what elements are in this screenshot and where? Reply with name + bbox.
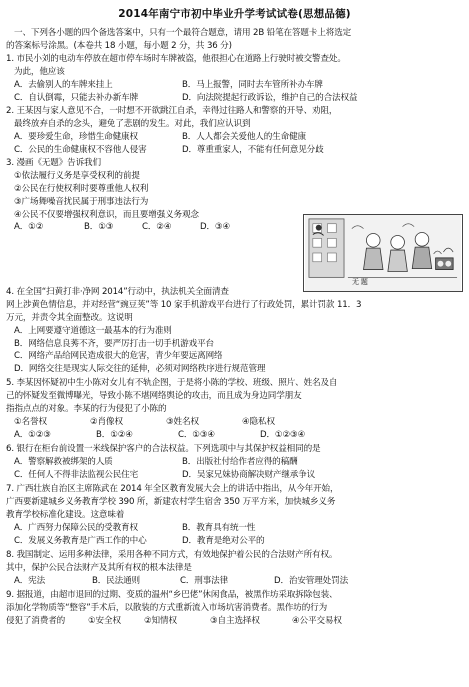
question-stem: 6. 银行在柜台前设置一米线保护客户的合法权益。下列选项中与其保护权益相同的是 [6,444,321,454]
choice-b: B．①③ [84,222,114,233]
statement-4: ④公民不仅要增强权利意识，而且要增强义务观念 [14,209,199,220]
question-stem: 最终放弃自杀的念头，避免了悲剧的发生。对此，我们应认识到 [14,118,251,129]
choice-b: B．民法通则 [92,575,140,586]
option-row [6,144,466,157]
statement-2: ②公民在行使权利时要尊重他人权利 [14,183,149,194]
question-stem: 2. 王某因与家人意见不合，一时想不开欲跳江自杀，幸得过往路人和警察的开导、劝阻， [6,106,338,116]
exam-title: 2014年南宁市初中毕业升学考试试卷(思想品德) [118,8,351,20]
statement-3: ③广场舞噪音扰民属于刑事违法行为 [14,196,149,207]
option-b: B．马上报警，同时去车管所补办车牌 [182,79,323,90]
statement-3: ③姓名权 [166,416,199,427]
question-8 [6,549,466,588]
option-row [6,79,466,92]
option-a: A．要珍爱生命，珍惜生命健康权 [14,131,138,142]
question-stem: 己的怀疑发至微博曝光，导致小陈不堪网络舆论的攻击，而且成为身边同学朋友 [6,390,302,401]
option-d: D．尊重重家人，不能有任何意见分歧 [182,144,324,155]
question-stem: 8. 我国制定、运用多种法律，采用各种不同方式，有效地保护着公民的合法财产所有权。 [6,550,338,560]
statement-2: ②知情权 [144,615,177,626]
option-d: D．向法院提起行政诉讼，维护自己的合法权益 [182,92,358,103]
statement-4: ④隐私权 [242,416,275,427]
question-7 [6,483,466,547]
option-row [6,522,466,535]
comic-illustration [303,214,463,292]
choice-c: C．刑事法律 [180,575,229,586]
option-a: A．广西努力保障公民的受教育权 [14,522,138,533]
question-5 [6,377,466,441]
option-a: A．上网要遵守道德这一最基本的行为准则 [14,325,172,336]
instruction-line: 的答案标号涂黑。(本卷共 18 小题，每小题 2 分，共 36 分) [6,40,232,51]
option-d: D．吴家兄妹协商解决财产继承争议 [182,469,316,480]
choice-a: A．①② [14,222,44,233]
option-row [6,92,466,105]
section-instructions [6,27,466,53]
question-stem: 3. 漫画《无题》告诉我们 [6,158,101,168]
question-stem: 指指点点的对象。李某的行为侵犯了小陈的 [6,403,167,414]
option-d: D．教育是绝对公平的 [182,535,265,546]
option-c: C．网络产品给网民造成很大的危害，青少年要远离网络 [14,351,223,362]
statement-1: ①依法履行义务是享受权利的前提 [14,170,140,181]
option-c: C．自认倒霉，只能去补办新车牌 [14,92,139,103]
question-4 [6,286,466,376]
statement-1: ①安全权 [88,615,121,626]
question-6 [6,443,466,482]
option-row [6,535,466,548]
question-stem: 网上涉黄色情信息，并对经营“豌豆荚”等 10 家手机游戏平台进行了行政处罚，累计罚款 11．3 [6,299,362,310]
question-stem: 侵犯了消费者的 [6,615,66,626]
choice-a: A．①②③ [14,429,51,440]
choice-d: D．治安管理处罚法 [274,575,349,586]
statement-2: ②肖像权 [90,416,123,427]
question-stem: 7. 广西壮族自治区主席陈武在 2014 年全区教育发展大会上的讲话中指出，从今年开始， [6,484,339,494]
statement-3: ③自主选择权 [210,615,260,626]
question-stem: 为此，他应该 [14,66,65,77]
option-c: C．公民的生命健康权不容他人侵害 [14,144,147,155]
option-b: B．教育具有统一性 [182,522,256,533]
statement-row [6,416,466,429]
choice-d: D．①②③④ [260,429,306,440]
question-stem: 教育学校标准化建设。这意味着 [6,509,125,520]
option-b: B．人人都会关爱他人的生命健康 [182,131,306,142]
question-stem: 万元，并责令其全面整改。这说明 [6,312,133,323]
option-b: B．出版社付给作者应得的稿酬 [182,456,298,467]
question-stem: 广西要新建城乡义务教育学校 390 所，新建农村学生宿舍 350 万平方米，加快城乡义务 [6,496,336,507]
option-b: B．网络信息良莠不齐，要严厉打击一切手机游戏平台 [14,338,214,349]
option-row [6,469,466,482]
question-stem: 其中，保护公民合法财产及其所有权的根本法律是 [6,562,192,573]
choice-c: C．①③④ [178,429,215,440]
choice-b: B．①②④ [96,429,133,440]
option-c: C．任何人不得非法监视公民住宅 [14,469,139,480]
option-c: C．发展义务教育是广西工作的中心 [14,535,147,546]
question-2 [6,105,466,157]
option-a: A．警察解救被绑架的人质 [14,456,113,467]
choice-c: C．②④ [142,222,172,233]
question-stem: 添加化学物质等“整容”手术后，以散装的方式重新流入市场坑害消费者。黑作坊的行为 [6,602,328,613]
question-stem: 1. 市民小刘的电动车停放在超市停车场时车牌被盗，他很担心在道路上行驶时被交警查处。 [6,54,346,64]
option-row [6,456,466,469]
question-9 [6,589,466,628]
question-1 [6,53,466,105]
option-row [6,131,466,144]
comic-caption: 无 题 [352,278,368,286]
option-d: D．网络交往是现实人际交往的延伸，必须对网络秩序进行规范管理 [14,364,266,375]
question-stem: 4. 在全国“扫黄打非·净网 2014”行动中，执法机关全面清查 [6,287,229,297]
instruction-line: 一、下列各小题的四个备选答案中，只有一个最符合题意，请用 2B 铅笔在答题卡上将选定 [14,28,352,38]
question-stem: 5. 李某因怀疑初中生小陈对女儿有不轨企图，于是将小陈的学校、班级、照片、姓名及自 [6,378,338,388]
option-a: A．去偷别人的车牌来挂上 [14,79,113,90]
choice-row [6,575,466,588]
choice-a: A．宪法 [14,575,46,586]
choice-row [6,429,466,442]
question-stem: 9. 据报道，由超市退回的过期、变质的温州“乡巴佬”休闲食品，被黑作坊采取拆除包装、 [6,590,338,600]
statement-row [6,615,466,628]
statement-1: ①名誉权 [14,416,47,427]
choice-d: D．③④ [200,222,231,233]
statement-4: ④公平交易权 [292,615,342,626]
